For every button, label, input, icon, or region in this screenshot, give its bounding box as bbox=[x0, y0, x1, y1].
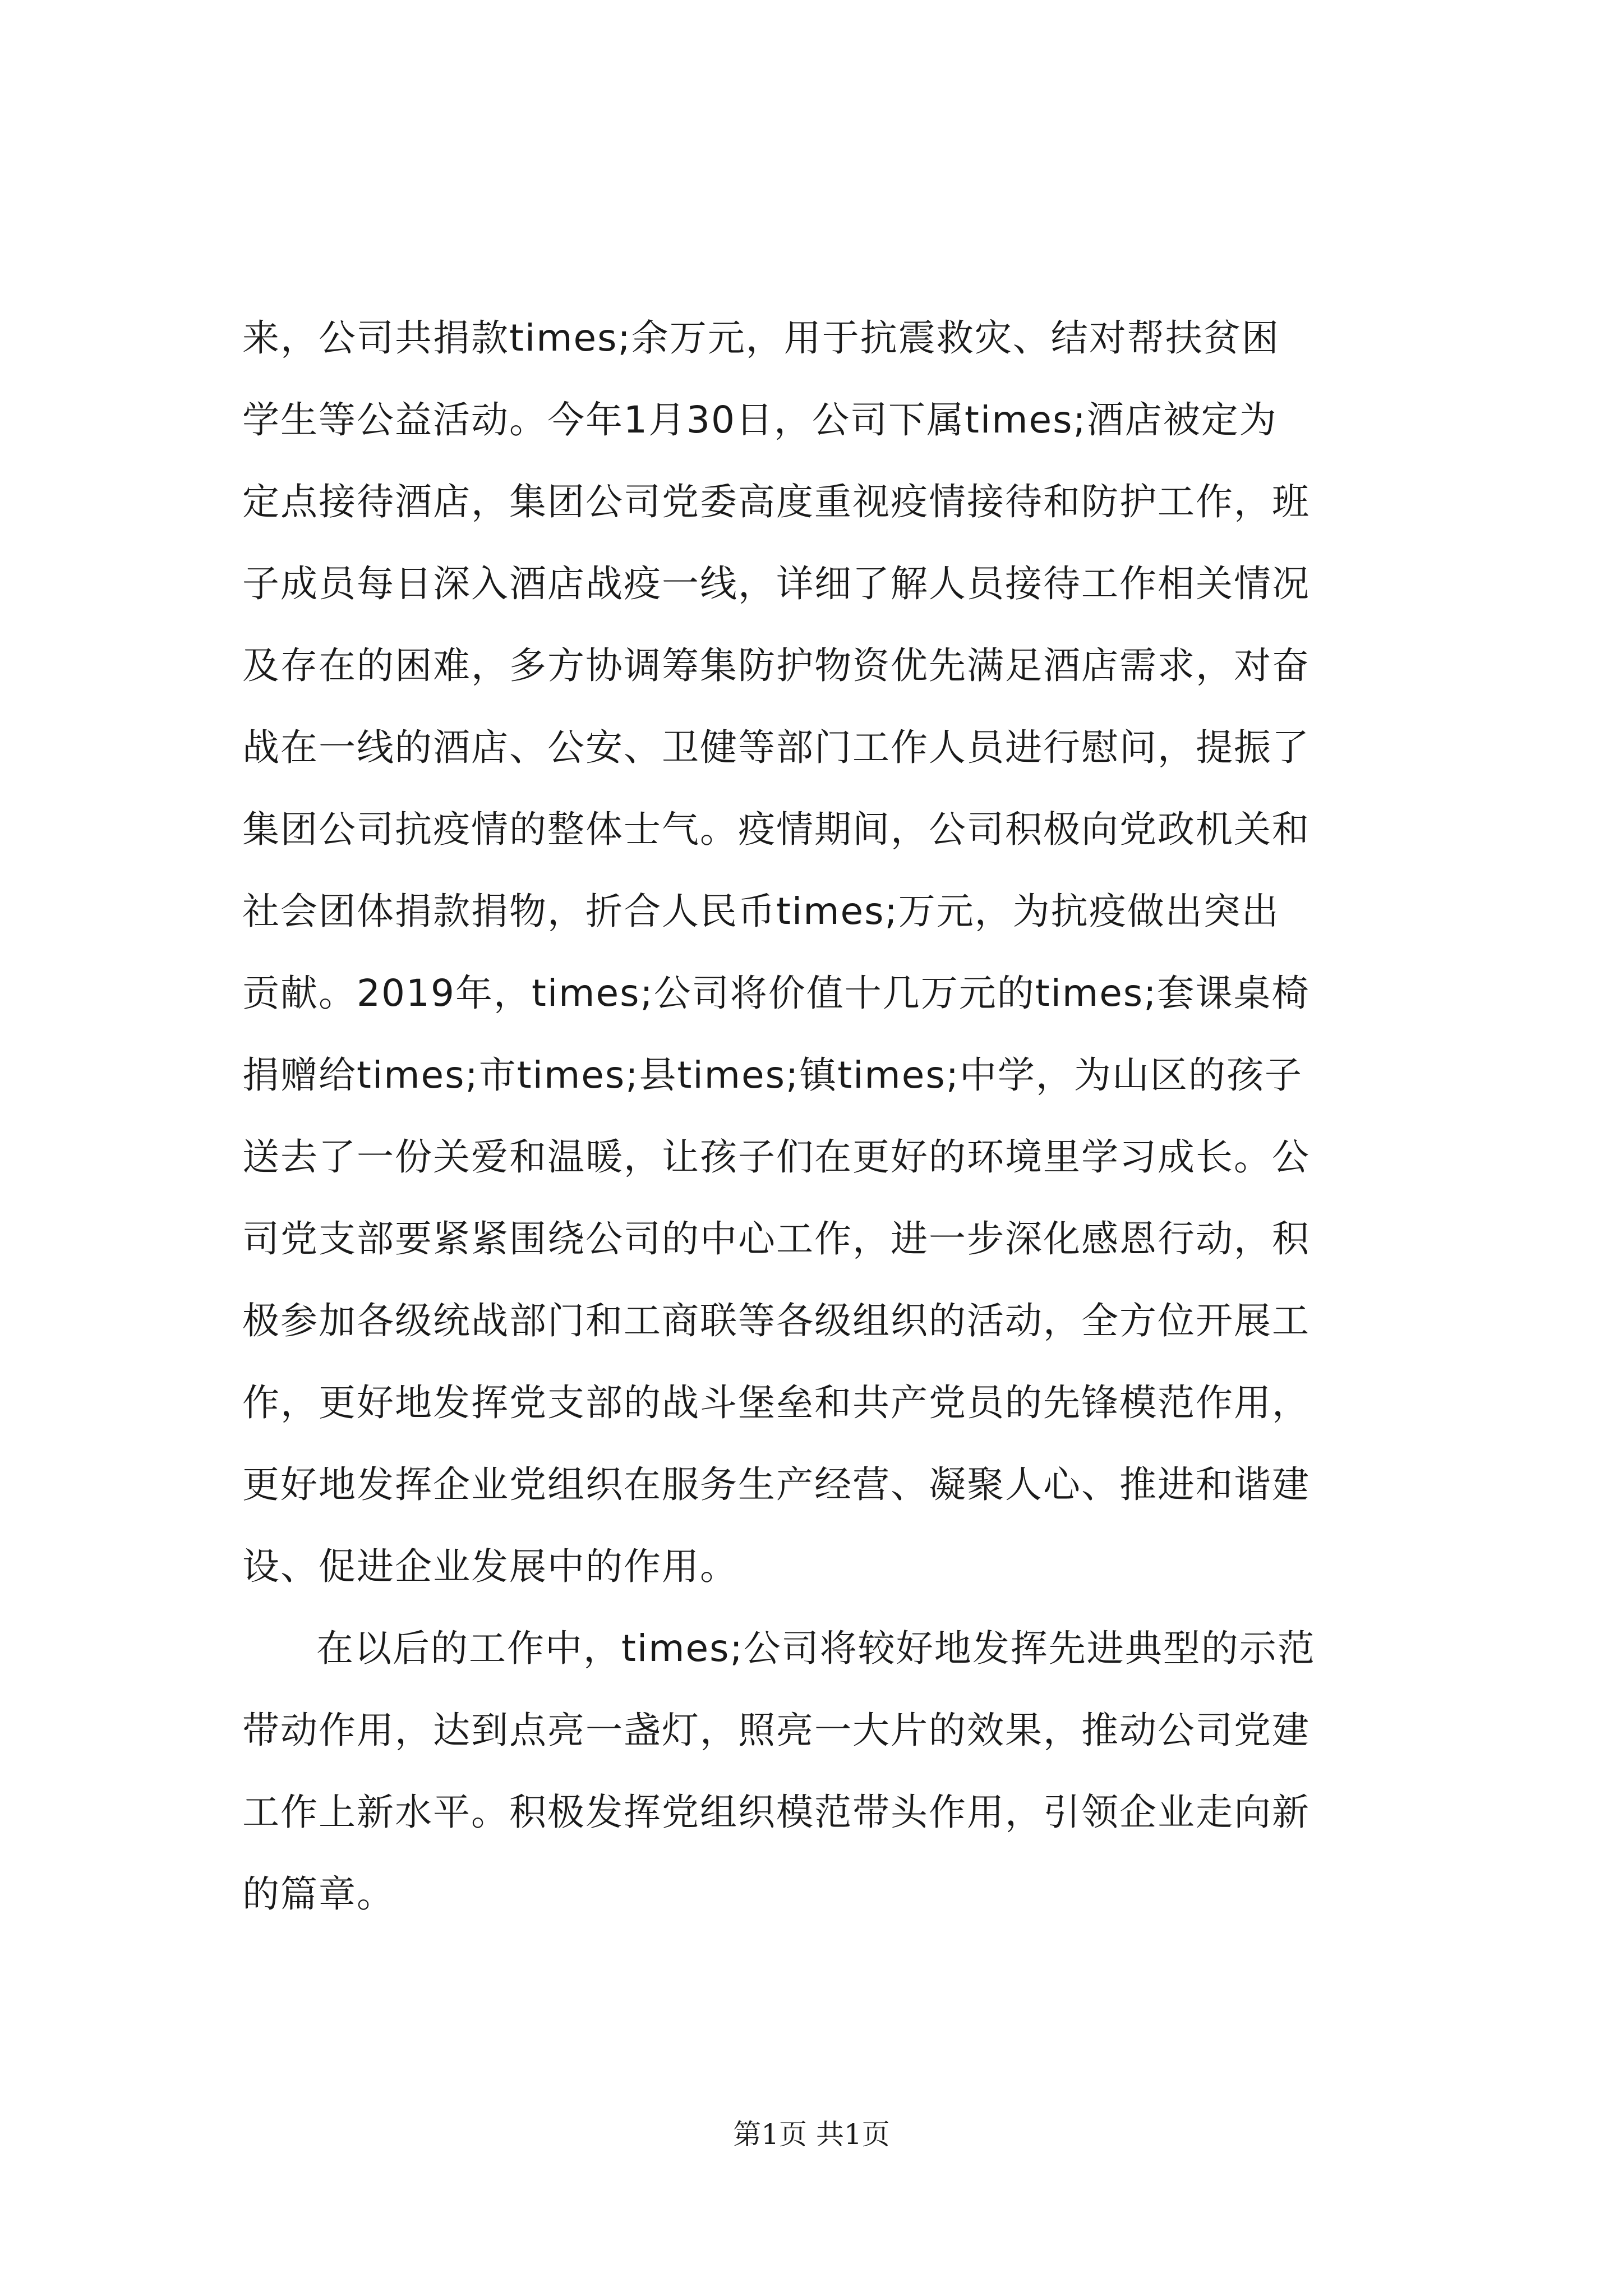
body-line: 来，公司共捐款times;余万元，用于抗震救灾、结对帮扶贫困 bbox=[242, 316, 1280, 360]
body-line: 战在一线的酒店、公安、卫健等部门工作人员进行慰问，提振了 bbox=[242, 726, 1310, 769]
body-line: 更好地发挥企业党组织在服务生产经营、凝聚人心、推进和谐建 bbox=[242, 1463, 1310, 1506]
body-line: 送去了一份关爱和温暖，让孩子们在更好的环境里学习成长。公 bbox=[242, 1135, 1310, 1179]
body-line: 司党支部要紧紧围绕公司的中心工作，进一步深化感恩行动，积 bbox=[242, 1217, 1310, 1260]
body-line: 社会团体捐款捐物，折合人民币times;万元，为抗疫做出突出 bbox=[242, 890, 1280, 933]
body-line: 极参加各级统战部门和工商联等各级组织的活动，全方位开展工 bbox=[242, 1299, 1310, 1342]
page-number-footer: 第1页 共1页 bbox=[733, 2118, 890, 2151]
body-line: 工作上新水平。积极发挥党组织模范带头作用，引领企业走向新 bbox=[242, 1791, 1310, 1834]
document-body bbox=[242, 297, 1420, 1935]
body-line: 定点接待酒店，集团公司党委高度重视疫情接待和防护工作，班 bbox=[242, 480, 1310, 523]
body-line: 的篇章。 bbox=[242, 1872, 395, 1916]
body-line: 贡献。2019年，times;公司将价值十几万元的times;套课桌椅 bbox=[242, 972, 1310, 1015]
body-line: 设、促进企业发展中的作用。 bbox=[242, 1545, 738, 1588]
body-line: 带动作用，达到点亮一盏灯，照亮一大片的效果，推动公司党建 bbox=[242, 1709, 1310, 1752]
body-line-indented: 在以后的工作中，times;公司将较好地发挥先进典型的示范 bbox=[316, 1627, 1316, 1670]
body-line: 学生等公益活动。今年1月30日，公司下属times;酒店被定为 bbox=[242, 398, 1278, 441]
body-line: 集团公司抗疫情的整体士气。疫情期间，公司积极向党政机关和 bbox=[242, 808, 1310, 851]
body-line: 作，更好地发挥党支部的战斗堡垒和共产党员的先锋模范作用， bbox=[242, 1381, 1310, 1424]
body-line: 及存在的困难，多方协调筹集防护物资优先满足酒店需求，对奋 bbox=[242, 644, 1310, 687]
body-line: 子成员每日深入酒店战疫一线，详细了解人员接待工作相关情况 bbox=[242, 562, 1310, 605]
body-line: 捐赠给times;市times;县times;镇times;中学，为山区的孩子 bbox=[242, 1053, 1303, 1097]
